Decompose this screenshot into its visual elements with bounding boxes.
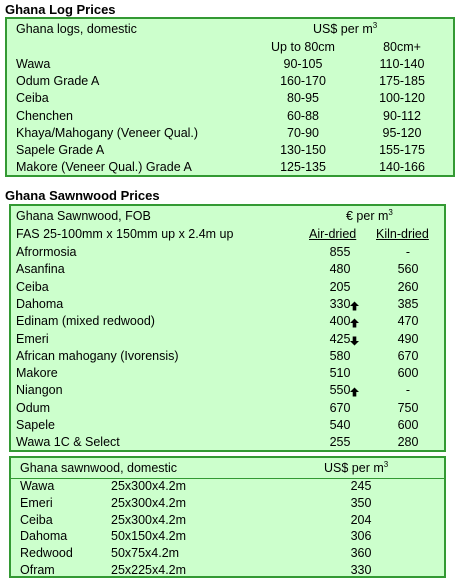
price-kiln-dried: 260 bbox=[397, 279, 419, 294]
price-kiln-dried: 560 bbox=[397, 262, 419, 277]
price-up-to-80cm: 130-150 bbox=[280, 143, 326, 157]
price-air-dried: 580 bbox=[329, 348, 351, 363]
price-air-dried: 855 bbox=[329, 245, 351, 259]
table-row bbox=[11, 313, 444, 329]
wood-name: Makore bbox=[16, 366, 58, 381]
wood-name: Odum Grade A bbox=[16, 74, 100, 89]
log-prices-table bbox=[5, 17, 455, 177]
wood-name: Sapele Grade A bbox=[16, 143, 105, 157]
wood-name: Wawa bbox=[16, 57, 51, 71]
price-80cm-plus: 155-175 bbox=[379, 143, 425, 157]
table-row bbox=[11, 528, 444, 544]
price-80cm-plus: 140-166 bbox=[379, 160, 425, 175]
table-row bbox=[11, 417, 444, 433]
wood-name: Chenchen bbox=[16, 108, 73, 123]
wood-name: Ceiba bbox=[16, 279, 49, 294]
wood-name: Asanfina bbox=[16, 262, 65, 277]
price-domestic: 245 bbox=[350, 479, 372, 493]
table-row bbox=[11, 365, 444, 381]
table-row bbox=[7, 142, 453, 158]
price-kiln-dried: 670 bbox=[397, 348, 419, 363]
wood-size: 25x300x4.2m bbox=[111, 495, 187, 510]
price-80cm-plus: 100-120 bbox=[379, 91, 425, 106]
wood-name: Dahoma bbox=[20, 529, 68, 544]
price-kiln-dried: 490 bbox=[397, 331, 419, 346]
sawn-prices-subtitle: Ghana Sawnwood, FOB bbox=[16, 209, 151, 223]
table-row bbox=[11, 562, 444, 578]
table-row bbox=[11, 434, 444, 450]
col-air-dried: Air-dried bbox=[309, 227, 357, 241]
price-up-to-80cm: 125-135 bbox=[280, 160, 326, 175]
table-row bbox=[11, 382, 444, 398]
wood-name: Edinam (mixed redwood) bbox=[16, 314, 155, 329]
log-prices-unit: US$ per $m^3$ bbox=[313, 20, 378, 36]
wood-size: 50x150x4.2m bbox=[111, 529, 187, 544]
log-prices-col-header bbox=[7, 39, 453, 55]
wood-name: Khaya/Mahogany (Veneer Qual.) bbox=[16, 125, 199, 140]
sawn-prices-spec: FAS 25-100mm x 150mm up x 2.4m up bbox=[16, 227, 234, 241]
price-up-to-80cm: 60-88 bbox=[287, 108, 319, 123]
table-row bbox=[7, 108, 453, 124]
price-air-dried: 540 bbox=[329, 418, 351, 432]
price-air-dried: 255 bbox=[329, 435, 351, 450]
price-up-to-80cm: 160-170 bbox=[280, 74, 326, 89]
table-row bbox=[7, 90, 453, 106]
table-row bbox=[11, 279, 444, 295]
wood-name: Niangon bbox=[16, 383, 63, 398]
wood-name: Afrormosia bbox=[16, 245, 77, 259]
wood-name: Sapele bbox=[16, 418, 55, 432]
sawn-domestic-unit: US$ per $m^3$ bbox=[324, 459, 389, 475]
wood-name: Redwood bbox=[20, 546, 73, 561]
price-air-dried: 510 bbox=[329, 366, 351, 381]
table-row bbox=[11, 545, 444, 561]
table-row bbox=[11, 331, 444, 347]
price-air-dried: 550 bbox=[329, 383, 351, 398]
wood-name: Emeri bbox=[20, 495, 53, 510]
sawn-prices-unit: € per $m^3$ bbox=[346, 207, 393, 223]
wood-size: 25x300x4.2m bbox=[111, 479, 187, 493]
price-domestic: 350 bbox=[350, 495, 372, 510]
price-domestic: 330 bbox=[350, 563, 372, 577]
wood-size: 25x300x4.2m bbox=[111, 512, 187, 527]
col-up-to-80cm: Up to 80cm bbox=[271, 40, 335, 54]
wood-size: 25x225x4.2m bbox=[111, 563, 187, 577]
price-kiln-dried: 470 bbox=[397, 314, 419, 329]
price-domestic: 204 bbox=[350, 512, 372, 527]
price-domestic: 360 bbox=[350, 546, 372, 561]
price-kiln-dried: 600 bbox=[397, 366, 419, 381]
sawn-domestic-header bbox=[11, 460, 444, 476]
price-kiln-dried: 750 bbox=[397, 400, 419, 415]
sawn-prices-title: Ghana Sawnwood Prices bbox=[5, 188, 160, 203]
price-kiln-dried: 385 bbox=[397, 296, 419, 311]
wood-name: Ceiba bbox=[20, 512, 53, 527]
price-kiln-dried: - bbox=[405, 245, 411, 259]
wood-name: Wawa 1C & Select bbox=[16, 435, 120, 450]
price-air-dried: 400 bbox=[329, 314, 351, 329]
table-row bbox=[11, 348, 444, 364]
price-80cm-plus: 95-120 bbox=[382, 125, 422, 140]
sawn-prices-table bbox=[9, 204, 446, 452]
table-row bbox=[11, 400, 444, 416]
price-80cm-plus: 110-140 bbox=[379, 57, 425, 71]
price-kiln-dried: 600 bbox=[397, 418, 419, 432]
wood-name: Makore (Veneer Qual.) Grade A bbox=[16, 160, 192, 175]
table-row bbox=[7, 125, 453, 141]
log-prices-title: Ghana Log Prices bbox=[5, 2, 116, 17]
price-80cm-plus: 90-112 bbox=[383, 108, 421, 123]
col-80cm-plus: 80cm+ bbox=[383, 40, 421, 54]
wood-name: Ofram bbox=[20, 563, 55, 577]
col-kiln-dried: Kiln-dried bbox=[376, 227, 429, 241]
table-row bbox=[7, 56, 453, 72]
table-row bbox=[11, 244, 444, 260]
sawn-domestic-table bbox=[9, 456, 446, 578]
price-kiln-dried: - bbox=[405, 383, 411, 398]
price-air-dried: 670 bbox=[329, 400, 351, 415]
table-row bbox=[11, 495, 444, 511]
wood-size: 50x75x4.2m bbox=[111, 546, 180, 561]
wood-name: African mahogany (Ivorensis) bbox=[16, 348, 179, 363]
log-prices-subtitle: Ghana logs, domestic bbox=[16, 22, 137, 36]
sawn-prices-spec-row bbox=[11, 226, 444, 242]
sawn-domestic-subtitle: Ghana sawnwood, domestic bbox=[20, 461, 178, 475]
price-domestic: 306 bbox=[350, 529, 372, 544]
price-80cm-plus: 175-185 bbox=[379, 74, 425, 89]
price-air-dried: 205 bbox=[329, 279, 351, 294]
price-kiln-dried: 280 bbox=[397, 435, 419, 450]
log-prices-header bbox=[7, 21, 453, 37]
price-up-to-80cm: 90-105 bbox=[283, 57, 323, 71]
sawn-prices-header bbox=[11, 208, 444, 224]
price-air-dried: 330 bbox=[329, 296, 351, 311]
price-air-dried: 480 bbox=[329, 262, 351, 277]
wood-name: Dahoma bbox=[16, 296, 64, 311]
table-row bbox=[11, 512, 444, 528]
table-row bbox=[11, 296, 444, 312]
table-row bbox=[11, 261, 444, 277]
price-up-to-80cm: 70-90 bbox=[287, 125, 319, 140]
wood-name: Wawa bbox=[20, 479, 55, 493]
wood-name: Ceiba bbox=[16, 91, 49, 106]
table-row bbox=[7, 73, 453, 89]
wood-name: Odum bbox=[16, 400, 51, 415]
price-air-dried: 425 bbox=[329, 331, 351, 346]
price-up-to-80cm: 80-95 bbox=[287, 91, 319, 106]
wood-name: Emeri bbox=[16, 331, 49, 346]
table-row bbox=[11, 478, 444, 494]
table-row bbox=[7, 159, 453, 175]
